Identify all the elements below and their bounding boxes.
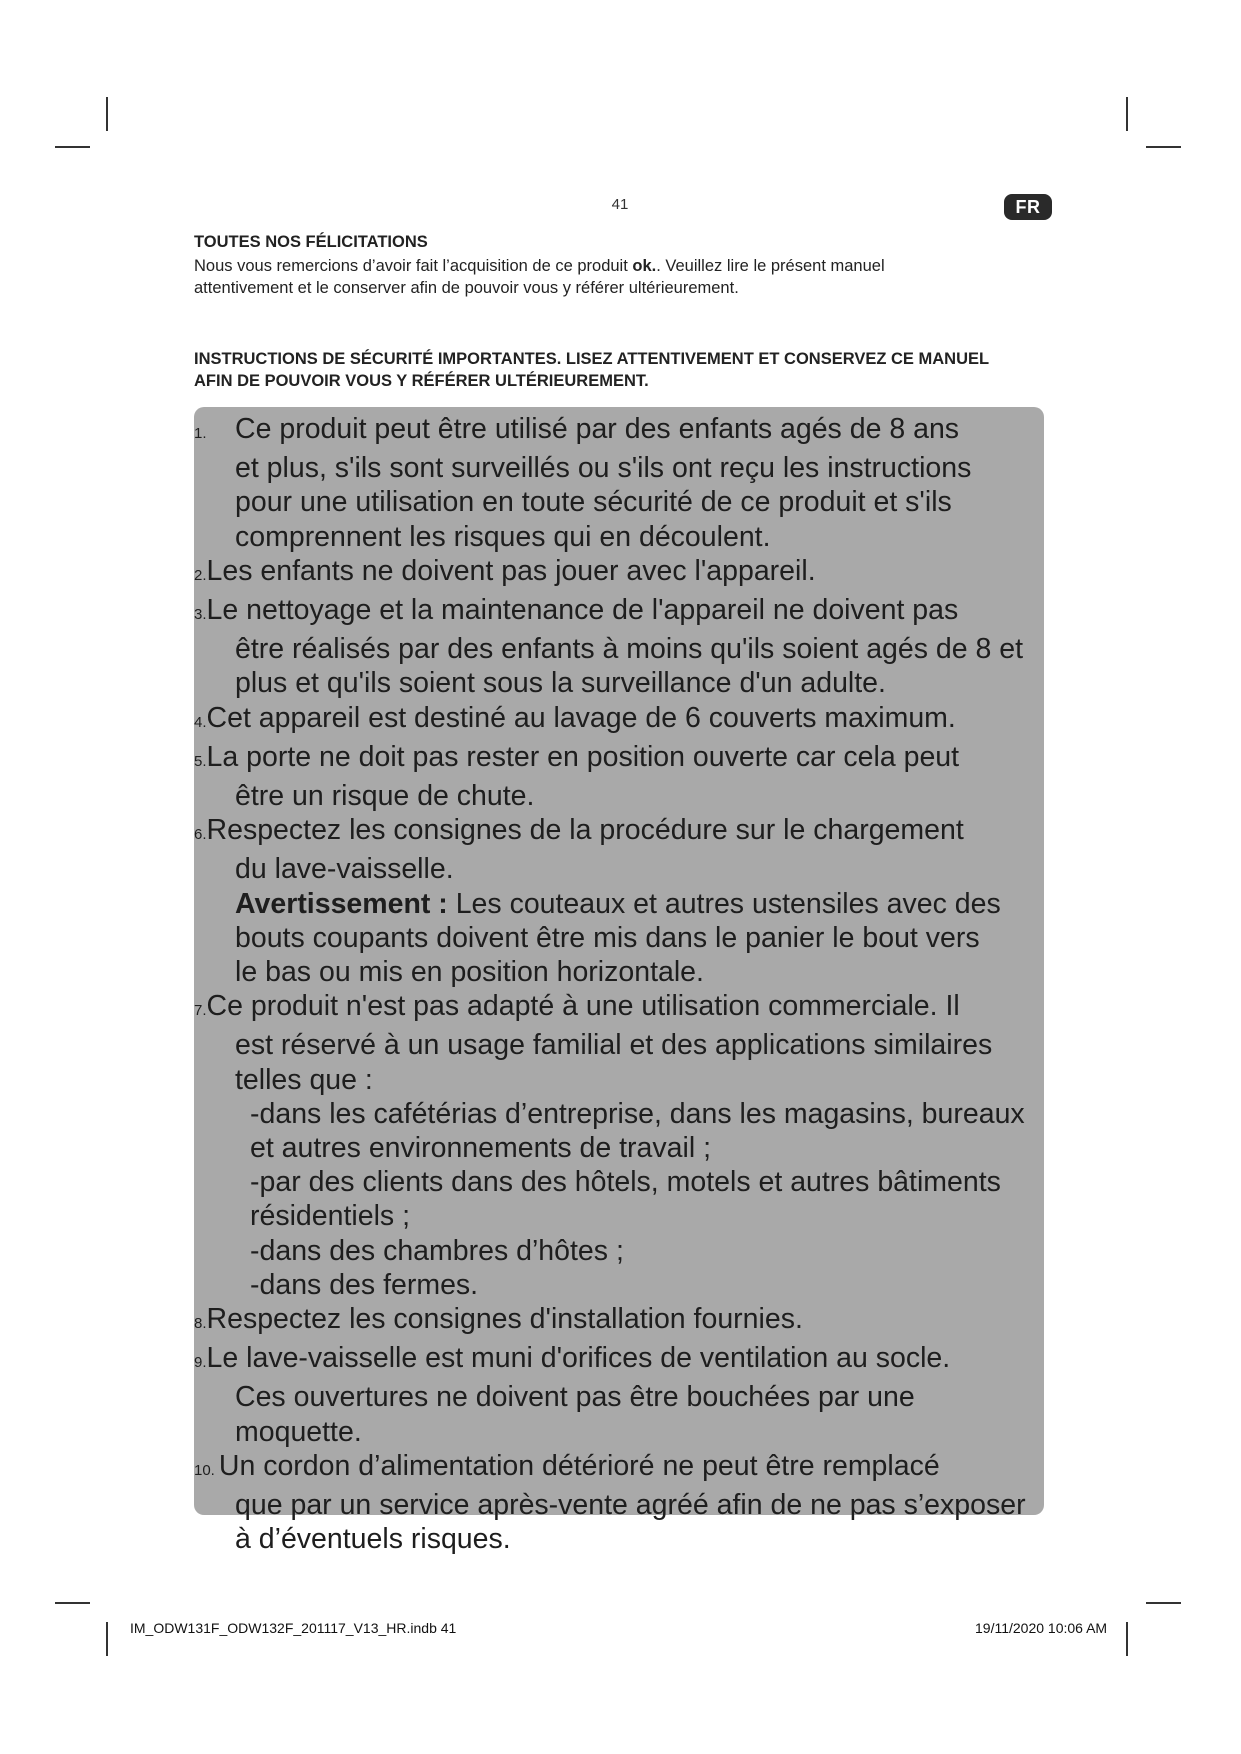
safety-item-first-line (194, 1341, 1074, 1380)
congratulations-title: TOUTES NOS FÉLICITATIONS (194, 233, 428, 251)
item-number: 9. (194, 1354, 207, 1372)
item-number: 8. (194, 1315, 207, 1333)
crop-mark-bottom-left-horizontal (55, 1602, 90, 1604)
item-sub-line: -dans des chambres d’hôtes ; (250, 1234, 624, 1267)
safety-item-first-line (194, 1302, 1074, 1341)
item-number: 7. (194, 1002, 207, 1020)
safety-item-10 (194, 1449, 1074, 1557)
item-number: 10. (194, 1461, 215, 1479)
safety-item-5 (194, 740, 1074, 813)
safety-heading: INSTRUCTIONS DE SÉCURITÉ IMPORTANTES. LISEZ ATTENTIVEMENT ET CONSERVEZ CE MANUEL AFIN DE POUVOIR VOUS Y RÉFÉRER ULTÉRIEUREMENT. (194, 350, 989, 390)
item-continuation-line: moquette. (235, 1415, 362, 1448)
item-sub-line: résidentiels ; (250, 1200, 410, 1233)
safety-item-first-line (194, 740, 1074, 779)
item-continuation-line: du lave-vaisselle. (235, 853, 454, 886)
safety-item-first-line (194, 813, 1074, 852)
safety-item-2 (194, 554, 1074, 593)
crop-mark-top-right-vertical (1126, 97, 1128, 131)
item-number: 4. (194, 713, 207, 731)
footer-date-time: 19/11/2020 10:06 AM (975, 1620, 1108, 1636)
item-number: 5. (194, 752, 207, 770)
safety-item-6 (194, 813, 1074, 989)
item-sub-line: -par des clients dans des hôtels, motels et autres bâtiments (250, 1166, 1001, 1199)
safety-item-first-line (194, 989, 1074, 1028)
safety-item-1 (194, 412, 1074, 554)
item-continuation-line: que par un service après-vente agréé afin de ne pas s’exposer (235, 1489, 1026, 1522)
item-continuation-line: et plus, s'ils sont surveillés ou s'ils ont reçu les instructions (235, 452, 972, 485)
crop-mark-bottom-right-vertical (1126, 1622, 1128, 1656)
safety-item-first-line (194, 593, 1074, 632)
warning-text: Les couteaux et autres ustensiles avec des (447, 887, 1001, 920)
item-number: 3. (194, 606, 207, 624)
crop-mark-top-right-horizontal (1146, 146, 1181, 148)
page-number: 41 (611, 196, 629, 213)
item-continuation-line: à d’éventuels risques. (235, 1523, 511, 1556)
crop-mark-bottom-left-vertical (106, 1622, 108, 1656)
item-continuation-line: Ces ouvertures ne doivent pas être bouchées par une (235, 1381, 915, 1414)
item-text: Ce produit n'est pas adapté à une utilisation commerciale. Il (206, 990, 960, 1023)
item-number: 2. (194, 566, 207, 584)
item-continuation-line: plus et qu'ils soient sous la surveillance d'un adulte. (235, 667, 886, 700)
safety-item-4 (194, 701, 1074, 740)
item-continuation-line: être réalisés par des enfants à moins qu'ils soient agés de 8 et (235, 633, 1024, 666)
item-text: Ce produit peut être utilisé par des enfants agés de 8 ans (235, 413, 960, 445)
crop-mark-bottom-right-horizontal (1146, 1602, 1181, 1604)
warning-label: Avertissement : (235, 887, 448, 920)
safety-item-first-line (194, 412, 1074, 451)
item-number: 6. (194, 826, 207, 844)
item-continuation-line: être un risque de chute. (235, 780, 535, 813)
safety-item-9 (194, 1341, 1074, 1449)
item-text: La porte ne doit pas rester en position ouverte car cela peut (206, 740, 960, 773)
item-text: Respectez les consignes d'installation fournies. (206, 1303, 803, 1336)
item-number: 1. (194, 425, 207, 442)
item-text: Les enfants ne doivent pas jouer avec l'appareil. (206, 554, 816, 587)
item-sub-line: et autres environnements de travail ; (250, 1132, 711, 1165)
item-continuation-line: telles que : (235, 1063, 373, 1096)
intro-paragraph: Nous vous remercions d’avoir fait l’acquisition de ce produit ok.. Veuillez lire le présent manuel attentivement et le conserver afin de pouvoir vous y référer ultérieurement. (194, 257, 885, 297)
safety-item-first-line (194, 701, 1074, 740)
brand-name: ok. (632, 257, 657, 275)
safety-instructions-list (194, 412, 1074, 1557)
language-badge: FR (1004, 194, 1052, 220)
crop-mark-top-left-horizontal (55, 146, 90, 148)
item-text: Le nettoyage et la maintenance de l'appareil ne doivent pas (206, 594, 959, 627)
warning-continuation-line: le bas ou mis en position horizontale. (235, 956, 704, 989)
item-continuation-line: comprennent les risques qui en découlent. (235, 520, 771, 553)
crop-mark-top-left-vertical (106, 97, 108, 131)
warning-continuation-line: bouts coupants doivent être mis dans le panier le bout vers (235, 921, 980, 954)
safety-item-first-line (194, 554, 1074, 593)
item-text: Respectez les consignes de la procédure sur le chargement (206, 814, 964, 847)
item-text: Un cordon d’alimentation détérioré ne peut être remplacé (218, 1449, 940, 1482)
item-text: Le lave-vaisselle est muni d'orifices de ventilation au socle. (206, 1342, 951, 1375)
item-continuation-line: est réservé à un usage familial et des applications similaires (235, 1029, 993, 1062)
warning-line (194, 887, 1074, 921)
safety-item-3 (194, 593, 1074, 701)
footer-file-name: IM_ODW131F_ODW132F_201117_V13_HR.indb 41 (130, 1620, 457, 1636)
item-sub-line: -dans des fermes. (250, 1268, 479, 1301)
safety-item-7 (194, 989, 1074, 1302)
safety-item-first-line (194, 1449, 1074, 1488)
item-sub-line: -dans les cafétérias d’entreprise, dans les magasins, bureaux (250, 1097, 1025, 1130)
safety-item-8 (194, 1302, 1074, 1341)
item-text: Cet appareil est destiné au lavage de 6 couverts maximum. (206, 701, 956, 734)
item-continuation-line: pour une utilisation en toute sécurité de ce produit et s'ils (235, 486, 952, 519)
